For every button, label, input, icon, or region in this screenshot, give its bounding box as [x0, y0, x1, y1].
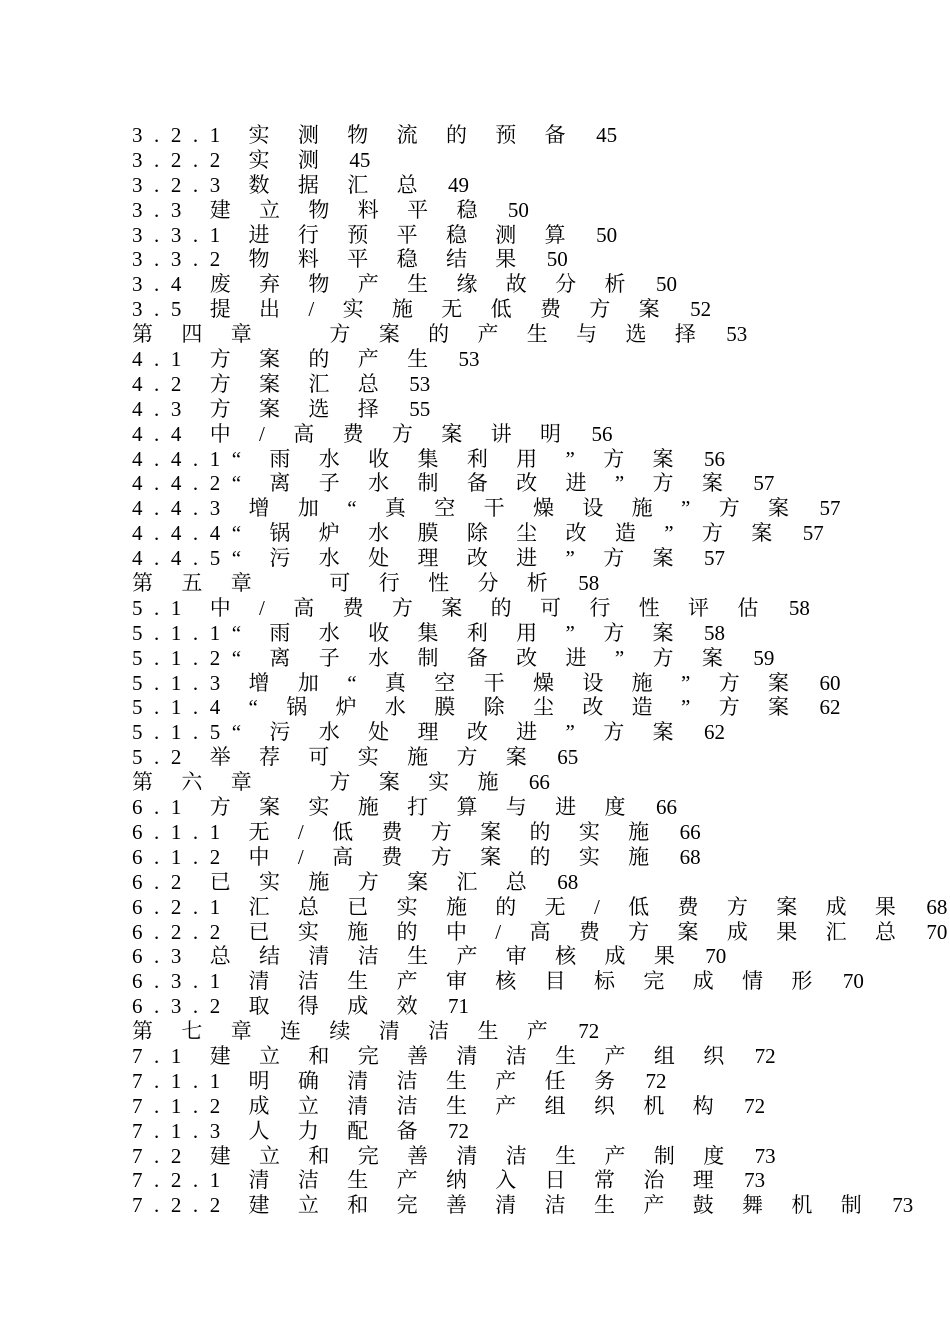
toc-entry-page-number: 58 [703, 620, 725, 645]
toc-entry-title: 3.2.2 实 测 [132, 147, 331, 172]
toc-entry-title: 4.4.4“ 锅 炉 水 膜 除 尘 改 造 ” 方 案 [132, 521, 784, 546]
toc-entry-title: 3.3.1 进 行 预 平 稳 测 算 [132, 222, 578, 247]
toc-entry-title: 4.4.1“ 雨 水 收 集 利 用 ” 方 案 [132, 446, 686, 471]
toc-entry-page-number: 73 [744, 1168, 766, 1193]
toc-entry-page-number: 62 [703, 720, 725, 745]
toc-entry-page-number: 50 [655, 272, 677, 297]
toc-entry-title: 6.3.1 清 洁 生 产 审 核 目 标 完 成 情 形 [132, 969, 824, 994]
toc-entry[interactable] [132, 870, 947, 895]
toc-entry-title: 第 四 章 方 案 的 产 生 与 选 择 [132, 322, 708, 347]
toc-entry-title: 3.4 废 弃 物 产 生 缘 故 分 析 [132, 272, 638, 297]
toc-entry-page-number: 59 [753, 645, 775, 670]
table-of-contents [132, 123, 947, 1218]
toc-entry-title: 6.1.1 无 / 低 费 方 案 的 实 施 [132, 819, 661, 844]
toc-entry-title: 6.1.2 中 / 高 费 方 案 的 实 施 [132, 844, 661, 869]
toc-entry-title: 7.1.2 成 立 清 洁 生 产 组 织 机 构 [132, 1093, 726, 1118]
toc-entry-page-number: 45 [596, 123, 618, 147]
toc-entry-title: 5.1 中 / 高 费 方 案 的 可 行 性 评 估 [132, 595, 770, 620]
toc-entry[interactable] [132, 994, 947, 1019]
toc-entry-title: 4.4.3 增 加 “ 真 空 干 燥 设 施 ” 方 案 [132, 496, 801, 521]
toc-entry-page-number: 53 [409, 371, 431, 396]
toc-entry[interactable] [132, 347, 947, 372]
toc-entry[interactable] [132, 272, 947, 297]
toc-entry[interactable] [132, 646, 947, 671]
toc-entry-title: 5.1.1“ 雨 水 收 集 利 用 ” 方 案 [132, 620, 686, 645]
toc-entry-page-number: 52 [690, 297, 712, 322]
toc-entry-title: 3.2.1 实 测 物 流 的 预 备 [132, 123, 578, 147]
toc-entry[interactable] [132, 546, 947, 571]
toc-entry-page-number: 50 [596, 222, 618, 247]
toc-entry[interactable] [132, 148, 947, 173]
toc-entry-page-number: 71 [448, 994, 470, 1019]
toc-entry-page-number: 66 [528, 770, 550, 795]
toc-entry-title: 4.4.2“ 离 子 水 制 备 改 进 ” 方 案 [132, 471, 735, 496]
toc-entry-title: 5.2 举 荐 可 实 施 方 案 [132, 745, 539, 770]
toc-entry-title: 7.1.1 明 确 清 洁 生 产 任 务 [132, 1068, 627, 1093]
toc-entry-title: 6.2 已 实 施 方 案 汇 总 [132, 869, 539, 894]
toc-entry-page-number: 70 [926, 919, 948, 944]
toc-entry[interactable] [132, 820, 947, 845]
toc-entry[interactable] [132, 720, 947, 745]
toc-entry-page-number: 57 [802, 521, 824, 546]
toc-entry[interactable] [132, 1044, 947, 1069]
toc-entry-title: 第 五 章 可 行 性 分 析 [132, 571, 560, 596]
toc-entry-page-number: 62 [819, 695, 841, 720]
toc-entry[interactable] [132, 745, 947, 770]
toc-entry[interactable] [132, 795, 947, 820]
toc-entry-title: 7.2.1 清 洁 生 产 纳 入 日 常 治 理 [132, 1168, 726, 1193]
toc-entry-title: 3.3 建 立 物 料 平 稳 [132, 197, 489, 222]
toc-entry[interactable] [132, 969, 947, 994]
toc-entry-title: 7.2.2 建 立 和 完 善 清 洁 生 产 鼓 舞 机 制 [132, 1193, 874, 1218]
toc-entry-page-number: 72 [754, 1043, 776, 1068]
toc-entry-page-number: 66 [679, 819, 701, 844]
toc-entry-title: 6.2.2 已 实 施 的 中 / 高 费 方 案 成 果 汇 总 [132, 919, 908, 944]
toc-entry-page-number: 72 [645, 1068, 667, 1093]
toc-entry[interactable] [132, 223, 947, 248]
toc-entry[interactable] [132, 1094, 947, 1119]
toc-entry[interactable] [132, 496, 947, 521]
toc-entry-page-number: 56 [591, 421, 613, 446]
toc-entry-page-number: 65 [557, 745, 579, 770]
toc-entry[interactable] [132, 173, 947, 198]
toc-entry-page-number: 73 [754, 1143, 776, 1168]
toc-entry-page-number: 72 [578, 1019, 600, 1044]
toc-entry-page-number: 70 [842, 969, 864, 994]
toc-entry-title: 4.3 方 案 选 择 [132, 396, 391, 421]
toc-entry-title: 5.1.5“ 污 水 处 理 改 进 ” 方 案 [132, 720, 686, 745]
toc-entry-page-number: 58 [788, 595, 810, 620]
toc-entry[interactable] [132, 422, 947, 447]
toc-entry-title: 6.3.2 取 得 成 效 [132, 994, 430, 1019]
toc-entry[interactable] [132, 447, 947, 472]
toc-entry-page-number: 56 [703, 446, 725, 471]
toc-entry[interactable] [132, 695, 947, 720]
toc-entry-page-number: 66 [655, 795, 677, 820]
toc-entry-title: 3.3.2 物 料 平 稳 结 果 [132, 247, 528, 272]
toc-entry-page-number: 60 [819, 670, 841, 695]
toc-entry[interactable] [132, 845, 947, 870]
toc-entry-title: 5.1.2“ 离 子 水 制 备 改 进 ” 方 案 [132, 645, 735, 670]
toc-entry[interactable] [132, 895, 947, 920]
toc-entry[interactable] [132, 596, 947, 621]
toc-entry-page-number: 55 [409, 396, 431, 421]
toc-entry[interactable] [132, 123, 947, 148]
toc-entry-title: 3.2.3 数 据 汇 总 [132, 172, 430, 197]
toc-entry[interactable] [132, 471, 947, 496]
toc-entry-title: 7.1.3 人 力 配 备 [132, 1118, 430, 1143]
toc-entry[interactable] [132, 198, 947, 223]
toc-entry-page-number: 68 [926, 894, 948, 919]
toc-entry-title: 4.2 方 案 汇 总 [132, 371, 391, 396]
toc-entry-title: 4.1 方 案 的 产 生 [132, 347, 440, 372]
toc-entry-title: 3.5 提 出 / 实 施 无 低 费 方 案 [132, 297, 672, 322]
toc-entry[interactable] [132, 1119, 947, 1144]
toc-entry-page-number: 58 [578, 571, 600, 596]
toc-entry-page-number: 50 [507, 197, 529, 222]
toc-entry[interactable] [132, 770, 947, 795]
toc-entry[interactable] [132, 1069, 947, 1094]
toc-entry[interactable] [132, 944, 947, 969]
toc-entry[interactable] [132, 920, 947, 945]
toc-entry-title: 5.1.3 增 加 “ 真 空 干 燥 设 施 ” 方 案 [132, 670, 801, 695]
toc-entry-title: 第 七 章 连 续 清 洁 生 产 [132, 1019, 560, 1044]
toc-entry-title: 4.4.5“ 污 水 处 理 改 进 ” 方 案 [132, 546, 686, 571]
toc-entry[interactable] [132, 372, 947, 397]
toc-entry-page-number: 57 [753, 471, 775, 496]
toc-entry-page-number: 49 [448, 172, 470, 197]
toc-entry-page-number: 50 [546, 247, 568, 272]
toc-entry[interactable] [132, 671, 947, 696]
toc-entry[interactable] [132, 397, 947, 422]
toc-entry-title: 6.1 方 案 实 施 打 算 与 进 度 [132, 795, 638, 820]
toc-entry-page-number: 68 [557, 869, 579, 894]
toc-entry-page-number: 57 [703, 546, 725, 571]
toc-entry[interactable] [132, 521, 947, 546]
toc-entry[interactable] [132, 1168, 947, 1193]
toc-entry-title: 第 六 章 方 案 实 施 [132, 770, 510, 795]
toc-entry-page-number: 53 [458, 347, 480, 372]
toc-entry[interactable] [132, 297, 947, 322]
toc-entry[interactable] [132, 322, 947, 347]
toc-entry-page-number: 53 [726, 322, 748, 347]
toc-entry-page-number: 72 [448, 1118, 470, 1143]
toc-entry-page-number: 57 [819, 496, 841, 521]
toc-entry[interactable] [132, 247, 947, 272]
toc-entry[interactable] [132, 621, 947, 646]
toc-entry[interactable] [132, 1193, 947, 1218]
toc-entry[interactable] [132, 571, 947, 596]
toc-entry-title: 5.1.4 “ 锅 炉 水 膜 除 尘 改 造 ” 方 案 [132, 695, 801, 720]
toc-entry-title: 6.2.1 汇 总 已 实 施 的 无 / 低 费 方 案 成 果 [132, 894, 908, 919]
toc-entry-title: 6.3 总 结 清 洁 生 产 审 核 成 果 [132, 944, 687, 969]
toc-entry-title: 7.1 建 立 和 完 善 清 洁 生 产 组 织 [132, 1043, 736, 1068]
toc-entry-title: 7.2 建 立 和 完 善 清 洁 生 产 制 度 [132, 1143, 736, 1168]
toc-entry-page-number: 73 [892, 1193, 914, 1218]
toc-entry-title: 4.4 中 / 高 费 方 案 讲 明 [132, 421, 573, 446]
toc-entry-page-number: 70 [705, 944, 727, 969]
toc-entry[interactable] [132, 1019, 947, 1044]
toc-entry-page-number: 68 [679, 844, 701, 869]
toc-entry-page-number: 72 [744, 1093, 766, 1118]
toc-entry[interactable] [132, 1144, 947, 1169]
toc-entry-page-number: 45 [349, 147, 371, 172]
